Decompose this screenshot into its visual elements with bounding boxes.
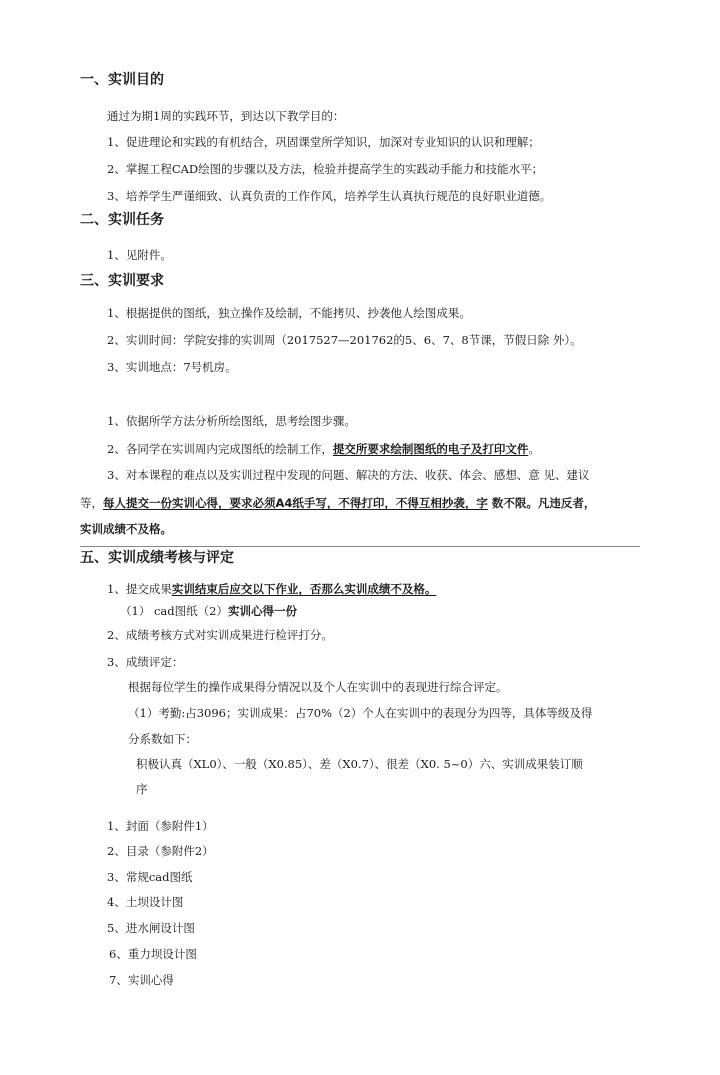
section-1-heading: 一、实训目的 [80, 72, 164, 88]
section-4-item-3-line-1: 3、对本课程的难点以及实训过程中发现的问题、解决的方法、收获、体会、感想、意 见、建议 [107, 468, 590, 482]
section-3-heading: 三、实训要求 [80, 273, 164, 289]
section-divider [80, 546, 640, 547]
section-4-item-3-emphasis: 每人提交一份实训心得，要求必须A4纸手写，不得打印，不得互相抄袭，字 [103, 496, 488, 510]
section-4-item-3-prefix: 等， [80, 496, 103, 510]
section-2-item-1: 1、见附件。 [107, 248, 172, 262]
section-2-heading: 二、实训任务 [80, 212, 164, 228]
section-4-item-3-tail: 数不限。凡违反者， [487, 496, 596, 510]
section-5-sub-item [120, 603, 297, 619]
section-4-item-2-end: 。 [528, 442, 540, 456]
section-5-paragraph-3: 分系数如下： [128, 732, 197, 746]
section-1-intro: 通过为期1周的实践环节，到达以下教学目的： [107, 109, 345, 123]
binding-order-item-6: 6、重力坝设计图 [109, 947, 197, 961]
section-3-item-3: 3、实训地点：7号机房。 [107, 360, 237, 374]
binding-order-item-7: 7、实训心得 [109, 973, 174, 987]
section-1-item-3: 3、培养学生严谨细致、认真负责的工作作风，培养学生认真执行规范的良好职业道德。 [107, 189, 552, 203]
section-4-item-2-emphasis: 提交所要求绘制图纸的电子及打印文件 [332, 442, 529, 456]
section-5-heading: 五、实训成绩考核与评定 [80, 550, 234, 566]
section-1-item-2: 2、掌握工程CAD绘图的步骤以及方法，检验并提高学生的实践动手能力和技能水平； [107, 162, 544, 176]
binding-order-item-1: 1、封面（参附件1） [107, 819, 214, 833]
section-5-sub-item-emphasis: 实训心得一份 [227, 604, 297, 618]
section-3-item-1: 1、根据提供的图纸，独立操作及绘制，不能拷贝、抄袭他人绘图成果。 [107, 306, 471, 320]
section-3-item-2: 2、实训时间：学院安排的实训周（2017527—201762的5、6、7、8节课，节假日除 外）。 [107, 333, 582, 347]
binding-order-item-4: 4、土坝设计图 [107, 895, 184, 909]
section-1-item-1: 1、促进理论和实践的有机结合，巩固课堂所学知识，加深对专业知识的认识和理解； [107, 135, 540, 149]
section-5-item-1-emphasis: 实训结束后应交以下作业，否那么实训成绩不及格。 [171, 582, 437, 596]
section-5-item-1 [107, 581, 436, 597]
section-4-item-2 [107, 441, 540, 457]
section-5-item-2: 2、成绩考核方式对实训成果进行检评打分。 [107, 628, 333, 642]
binding-order-item-2: 2、目录（参附件2） [107, 844, 214, 858]
section-5-sub-item-text: （1） cad图纸（2） [120, 604, 228, 618]
section-5-paragraph-4: 积极认真（XL0）、一般（X0.85）、差（X0.7）、很差（X0. 5~0）六、实训成果装订顺 [136, 757, 583, 771]
binding-order-item-3: 3、常规cad图纸 [107, 870, 193, 884]
section-4-item-3-line-2 [80, 495, 595, 511]
section-5-paragraph-5: 序 [136, 782, 148, 796]
section-5-paragraph-2: （1）考勤:占3096；实训成果：占70%（2）个人在实训中的表现分为四等，具体等级及得 [128, 706, 593, 720]
section-5-item-1-text: 1、提交成果 [107, 582, 172, 596]
section-5-paragraph-1: 根据每位学生的操作成果得分情况以及个人在实训中的表现进行综合评定。 [128, 680, 508, 694]
binding-order-item-5: 5、进水闸设计图 [107, 921, 195, 935]
section-4-item-1: 1、依据所学方法分析所绘图纸，思考绘图步骤。 [107, 414, 356, 428]
section-4-item-3-line-3: 实训成绩不及格。 [80, 522, 172, 536]
section-4-item-2-text: 2、各同学在实训周内完成图纸的绘制工作， [107, 442, 333, 456]
section-5-item-3: 3、成绩评定： [107, 655, 184, 669]
